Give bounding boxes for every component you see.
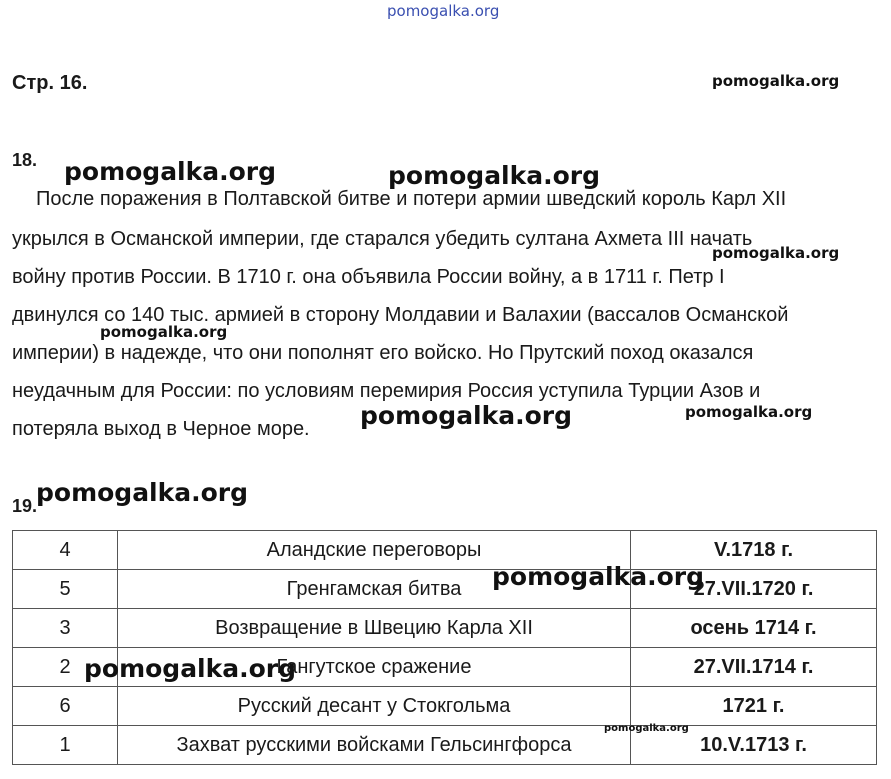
event-date: 27.VII.1720 г. (631, 570, 877, 609)
event-name: Гренгамская битва (118, 570, 631, 609)
watermark: pomogalka.org (388, 161, 601, 190)
event-name: Гангутское сражение (118, 648, 631, 687)
event-date: 27.VII.1714 г. (631, 648, 877, 687)
paragraph-line: потеряла выход в Черное море. (12, 418, 310, 440)
table-row (13, 687, 877, 726)
task-18-number: 18. (12, 150, 38, 170)
order-number: 4 (13, 531, 118, 570)
table-row (13, 531, 877, 570)
table-row (13, 609, 877, 648)
watermark: pomogalka.org (604, 723, 689, 734)
event-date: осень 1714 г. (631, 609, 877, 648)
order-number: 5 (13, 570, 118, 609)
watermark: pomogalka.org (64, 157, 277, 186)
event-date: V.1718 г. (631, 531, 877, 570)
order-number: 6 (13, 687, 118, 726)
event-date: 10.V.1713 г. (631, 726, 877, 765)
event-name: Захват русскими войсками Гельсингфорса (118, 726, 631, 765)
order-number: 1 (13, 726, 118, 765)
watermark: pomogalka.org (712, 72, 840, 90)
watermark: pomogalka.org (685, 403, 813, 421)
order-number: 2 (13, 648, 118, 687)
watermark: pomogalka.org (360, 401, 573, 430)
table-row (13, 570, 877, 609)
watermark: pomogalka.org (492, 562, 705, 591)
order-number: 3 (13, 609, 118, 648)
paragraph-line: войну против России. В 1710 г. она объявила России войну, а в 1711 г. Петр I (12, 266, 725, 288)
event-date: 1721 г. (631, 687, 877, 726)
watermark: pomogalka.org (100, 323, 228, 341)
watermark: pomogalka.org (36, 478, 249, 507)
paragraph-line: империи) в надежде, что они пополнят его войско. Но Прутский поход оказался (12, 342, 754, 364)
event-name: Возвращение в Швецию Карла XII (118, 609, 631, 648)
watermark: pomogalka.org (712, 244, 840, 262)
table-row (13, 726, 877, 765)
task-19-number: 19. (12, 496, 38, 516)
paragraph-line: укрылся в Османской империи, где старался убедить султана Ахмета III начать (12, 228, 753, 250)
watermark-top: pomogalka.org (387, 2, 500, 20)
paragraph-line: После поражения в Полтавской битве и потери армии шведский король Карл XII (36, 188, 787, 210)
paragraph-line: неудачным для России: по условиям перемирия Россия уступила Турции Азов и (12, 380, 761, 402)
event-name: Аландские переговоры (118, 531, 631, 570)
watermark: pomogalka.org (84, 654, 297, 683)
page-number-label: Стр. 16. (12, 72, 88, 94)
event-name: Русский десант у Стокгольма (118, 687, 631, 726)
paragraph-line: двинулся со 140 тыс. армией в сторону Молдавии и Валахии (вассалов Османской (12, 304, 789, 326)
chronology-table (12, 530, 877, 765)
